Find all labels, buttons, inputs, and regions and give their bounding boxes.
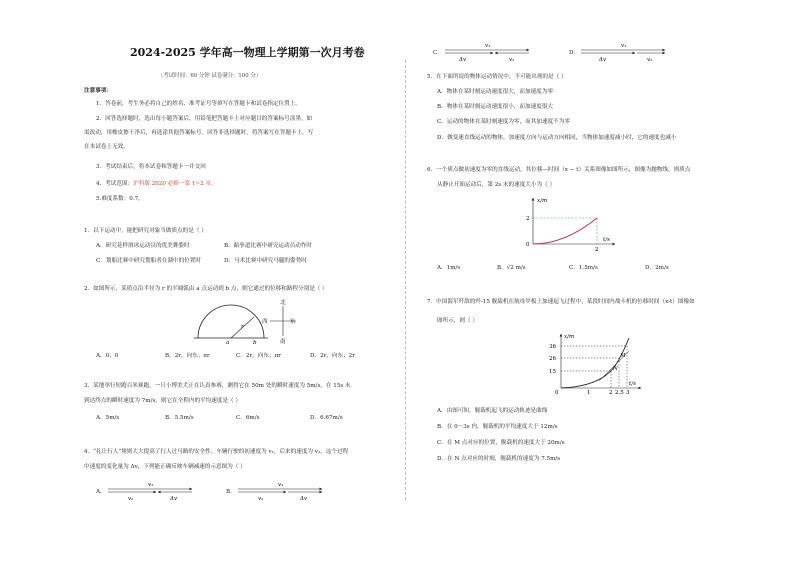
q4b-v1-label: v₁ — [278, 482, 284, 488]
q7-xt-graph — [539, 330, 649, 400]
q2-label-r: r — [241, 324, 244, 330]
q4a-v2-label: v₂ — [128, 496, 134, 502]
q7-x1: 1 — [587, 390, 591, 396]
q1-option-c: C．划船比赛中研究划船者在湖中的位置时 — [96, 258, 201, 264]
notes-heading: 注意事项： — [84, 88, 112, 94]
q2-north: 北 — [280, 300, 286, 306]
q7-stem-a: 7．中国海军歼敌的歼-15 舰载机在航母甲板上加速起飞过程中，某段时间内战斗机的位移时间（x-t）图像如 — [427, 299, 695, 305]
q1-stem: 1．以下运动中，能把研究对象当做质点的是（ ） — [84, 228, 207, 234]
q4-option-a-diagram — [106, 478, 196, 504]
q6-option-b: B．√2 m/s — [497, 265, 526, 271]
q4-stem-a: 4．“礼让行人”规则大大提高了行人过马路的安全性。车辆行驶的初速度为 v₁，后来的速度为 v₂，这个过程 — [84, 449, 349, 455]
q7-option-c: C．在 M 点对应的位置，舰载机的速度大于 20m/s — [437, 440, 565, 446]
q1-option-a: A．研究花样滑冰运动员的优美舞姿时 — [96, 243, 190, 249]
q2-arc — [198, 305, 264, 338]
q4-option-d-diagram — [579, 39, 669, 65]
q4-stem-b: 中速度的变化量为 Δv，下列能正确反映车辆减速的示意图为（ ） — [84, 464, 246, 470]
q4d-v1-label: v₁ — [621, 43, 627, 49]
q7-stem-b: 图所示，则（ ） — [437, 318, 478, 324]
q3-stem-a: 3．某地举行短跑百米赛跑，一只小博美犬正在认真参赛，测得它在 50m 处的瞬时速度为 5m/s，在 15s 末 — [84, 383, 351, 389]
q5-option-b: B．物体在某时刻运动速度很小，而加速度很大 — [437, 104, 553, 110]
q4c-v2-label: v₂ — [509, 57, 515, 63]
q2-south: 南 — [280, 339, 286, 345]
q7-point-n: N — [613, 366, 618, 372]
q4a-v1-label: v₁ — [148, 482, 154, 488]
q2-option-d: D．2r，向东；2r — [310, 353, 355, 359]
q2-option-b: B．2r，向东；πr — [165, 353, 210, 359]
note-2c: 在本试卷上无效。 — [84, 144, 129, 150]
q2-label-a: a — [226, 340, 230, 346]
q4a-dv-label: Δv — [170, 496, 178, 502]
q6-parabola — [533, 218, 597, 244]
q6-origin: 0 — [526, 242, 530, 248]
q1-option-b: B．跆拳道比赛中研究运动员动作时 — [224, 243, 313, 249]
q4-option-c-label: C． — [433, 50, 443, 56]
q2-label-b: b — [253, 340, 257, 346]
q7-option-a: A．由图可知，舰载机起飞的运动轨迹是曲线 — [437, 408, 548, 414]
q5-stem: 5．在下面所说的物体运动情况中，不可能出现的是（ ） — [427, 74, 567, 80]
q4c-dv-label: Δv — [459, 57, 467, 63]
q4b-dv-label: Δv — [300, 496, 308, 502]
q7-x25: 2.5 — [615, 390, 624, 396]
q6-stem-b: 从静止开始运动后，第 2s 末的速度大小为（ ） — [437, 182, 556, 188]
q2-semicircle-figure — [190, 298, 300, 348]
q6-xt-graph — [519, 194, 619, 258]
note-5: 5.难度系数：0.7。 — [96, 196, 144, 202]
q2-west: 西 — [262, 319, 268, 325]
q7-ylabel: x/m — [564, 334, 575, 340]
q3-option-d: D．6.67m/s — [310, 415, 343, 421]
q6-option-c: C．1.5m/s — [569, 265, 598, 271]
q3-option-b: B．5.5m/s — [165, 415, 194, 421]
q3-option-c: C．6m/s — [236, 415, 260, 421]
q1-option-d: D．马术比赛中研究马腿的姿势时 — [224, 258, 307, 264]
q7-origin: 0 — [555, 390, 559, 396]
q7-y26: 26 — [549, 356, 556, 362]
exam-subtitle: （考试时间：60 分钟 试卷满分：100 分） — [158, 73, 262, 79]
q4-option-a-label: A． — [96, 489, 106, 495]
note-2b: 需改动，用橡皮擦干净后，再选涂其他答案标号。回答非选择题时，将答案写在答题卡上。写 — [84, 130, 314, 136]
note-4-range: 沪科版 2020 必修一第 1~2 章。 — [133, 181, 217, 187]
right-page — [397, 0, 794, 562]
q7-option-d: D．在 N 点对应的时刻，舰载机的速度为 7.5m/s — [437, 456, 561, 462]
q7-option-b: B．在 0～3s 内，舰载机的平均速度大于 12m/s — [437, 424, 558, 430]
note-4-prefix: 4．考试范围： — [96, 181, 134, 187]
q6-option-d: D．2m/s — [645, 265, 669, 271]
q5-option-d: D．做变速直线运动的物体，加速度方向与运动方向相同，当物体加速度减小时，它的速度也减小 — [437, 135, 677, 141]
q4-option-d-label: D． — [569, 50, 580, 56]
q6-y-tick: 2 — [526, 216, 530, 222]
q4-option-b-diagram — [236, 478, 326, 504]
q4-option-c-diagram — [443, 39, 533, 65]
q5-option-c: C．运动的物体在某时刻速度为零，而其加速度不为零 — [437, 119, 570, 125]
q4d-v2-label: v₂ — [647, 57, 653, 63]
q2-option-a: A．0；0 — [96, 353, 119, 359]
note-2a: 2．回答选择题时，选出每小题答案后，用铅笔把答题卡上对应题目的答案标号涂黑。如 — [96, 116, 313, 122]
q6-stem-a: 6．一个质点做初速度为零的直线运动，其位移—时间（x − t）关系图像如图所示，图像为抛物线，则质点 — [427, 167, 691, 173]
q6-xlabel: t/s — [603, 237, 610, 243]
q5-option-a: A．物体在某时刻运动速度很大，而加速度为零 — [437, 89, 553, 95]
q7-y15: 15 — [549, 369, 556, 375]
note-3: 3．考试结束后，将本试卷和答题卡一并交回 — [96, 164, 206, 170]
q7-point-m: M — [620, 353, 626, 359]
q4c-v1-label: v₁ — [485, 43, 491, 49]
q4-option-b-label: B． — [226, 489, 236, 495]
q2-stem: 2．如图所示，某质点沿半径为 r 的半圆弧由 a 点运动到 b 点，则它通过的位移和路程分别是（ ） — [84, 286, 328, 292]
q7-x3: 3 — [626, 390, 630, 396]
q3-option-a: A．5m/s — [96, 415, 120, 421]
q6-x-tick: 2 — [595, 247, 599, 253]
q6-option-a: A．1m/s — [437, 265, 461, 271]
q7-y36: 36 — [549, 344, 556, 350]
q4b-v2-label: v₂ — [258, 496, 264, 502]
note-4 — [96, 181, 217, 188]
q2-east: 东 — [290, 319, 296, 325]
q7-xlabel: t/s — [629, 381, 636, 387]
q3-stem-b: 到达终点的瞬时速度为 7m/s，则它在全程内的平均速度是（ ） — [84, 398, 242, 404]
q7-x2: 2 — [609, 390, 613, 396]
q6-ylabel: x/m — [537, 198, 548, 204]
q4d-dv-label: Δv — [599, 57, 607, 63]
note-1: 1．答卷前，考生务必将自己的姓名、准考证号等填写在答题卡和试卷指定位置上。 — [96, 101, 301, 107]
exam-title: 2024-2025 学年高一物理上学期第一次月考卷 — [130, 46, 365, 59]
q2-option-c: C．2r，向东；πr — [236, 353, 281, 359]
